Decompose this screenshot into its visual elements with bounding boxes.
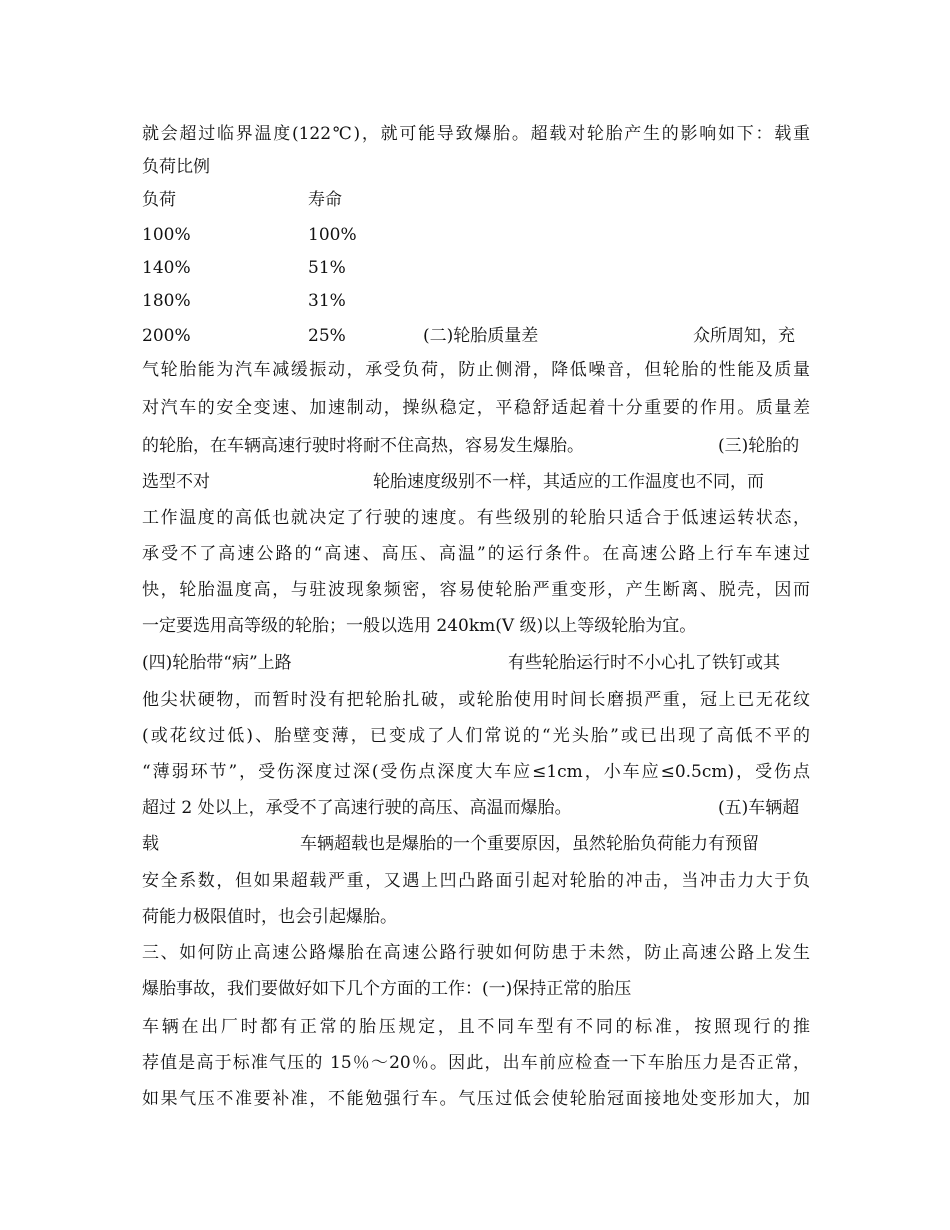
paragraph-fragment: 轮胎速度级别不一样，其适应的工作温度也不同，而 [373, 472, 764, 492]
paragraph-fragment: 众所周知，充 [693, 326, 795, 346]
paragraph-line: 他尖状硬物，而暂时没有把轮胎扎破，或轮胎使用时间长磨损严重，冠上已无花纹 [142, 690, 810, 710]
paragraph-line: 如果气压不准要补准，不能勉强行车。气压过低会使轮胎冠面接地处变形加大，加 [142, 1089, 810, 1109]
paragraph-fragment: 车辆超载也是爆胎的一个重要原因，虽然轮胎负荷能力有预留 [300, 834, 759, 854]
paragraph-line: 三、如何防止高速公路爆胎在高速公路行驶如何防患于未然，防止高速公路上发生 [142, 943, 810, 963]
paragraph-line: 车辆在出厂时都有正常的胎压规定，且不同车型有不同的标准，按照现行的推 [142, 1017, 810, 1037]
table-header-load: 负荷 [142, 190, 176, 210]
paragraph-line: 承受不了高速公路的“高速、高压、高温”的运行条件。在高速公路上行车车速过 [142, 544, 810, 564]
table-header-life: 寿命 [308, 190, 342, 210]
section-heading: (四)轮胎带“病”上路 [142, 653, 292, 673]
paragraph-line: 工作温度的高低也就决定了行驶的速度。有些级别的轮胎只适合于低速运转状态， [142, 508, 810, 528]
paragraph-line: 荷能力极限值时，也会引起爆胎。 [142, 907, 397, 927]
section-heading: 载 [142, 834, 159, 854]
section-heading: 选型不对 [142, 472, 210, 492]
paragraph-line: 负荷比例 [142, 157, 210, 177]
paragraph-line: 荐值是高于标准气压的 15％～20％。因此，出车前应检查一下车胎压力是否正常， [142, 1053, 810, 1073]
section-heading: (三)轮胎的 [718, 436, 800, 456]
paragraph-line: 就会超过临界温度(122℃)，就可能导致爆胎。超载对轮胎产生的影响如下：载重 [142, 124, 810, 144]
table-cell-life: 25% [308, 326, 346, 346]
paragraph-line: 安全系数，但如果超载严重，又遇上凹凸路面引起对轮胎的冲击，当冲击力大于负 [142, 871, 810, 891]
section-heading: (五)车辆超 [718, 798, 800, 818]
table-cell-life: 51% [308, 258, 346, 278]
table-cell-life: 100% [308, 225, 357, 245]
table-cell-load: 200% [142, 326, 191, 346]
table-cell-load: 180% [142, 291, 191, 311]
paragraph-line: (或花纹过低)、胎壁变薄，已变成了人们常说的“光头胎”或已出现了高低不平的 [142, 726, 810, 746]
table-cell-life: 31% [308, 291, 346, 311]
table-cell-load: 140% [142, 258, 191, 278]
paragraph-line: 对汽车的安全变速、加速制动，操纵稳定，平稳舒适起着十分重要的作用。质量差 [142, 398, 810, 418]
paragraph-line: 的轮胎，在车辆高速行驶时将耐不住高热，容易发生爆胎。 [142, 436, 584, 456]
paragraph-line: 快，轮胎温度高，与驻波现象频密，容易使轮胎严重变形，产生断离、脱壳，因而 [142, 580, 810, 600]
paragraph-line: 气轮胎能为汽车减缓振动，承受负荷，防止侧滑，降低噪音，但轮胎的性能及质量 [142, 360, 810, 380]
paragraph-line: 一定要选用高等级的轮胎；一般以选用 240km(V 级)以上等级轮胎为宜。 [142, 616, 697, 636]
table-cell-load: 100% [142, 225, 191, 245]
section-heading: (二)轮胎质量差 [423, 326, 539, 346]
paragraph-line: 爆胎事故，我们要做好如下几个方面的工作：(一)保持正常的胎压 [142, 979, 632, 999]
paragraph-fragment: 有些轮胎运行时不小心扎了铁钉或其 [508, 653, 780, 673]
paragraph-line: “薄弱环节”，受伤深度过深(受伤点深度大车应≤1cm，小车应≤0.5cm)，受伤点 [142, 762, 810, 782]
paragraph-line: 超过 2 处以上，承受不了高速行驶的高压、高温而爆胎。 [142, 798, 572, 818]
